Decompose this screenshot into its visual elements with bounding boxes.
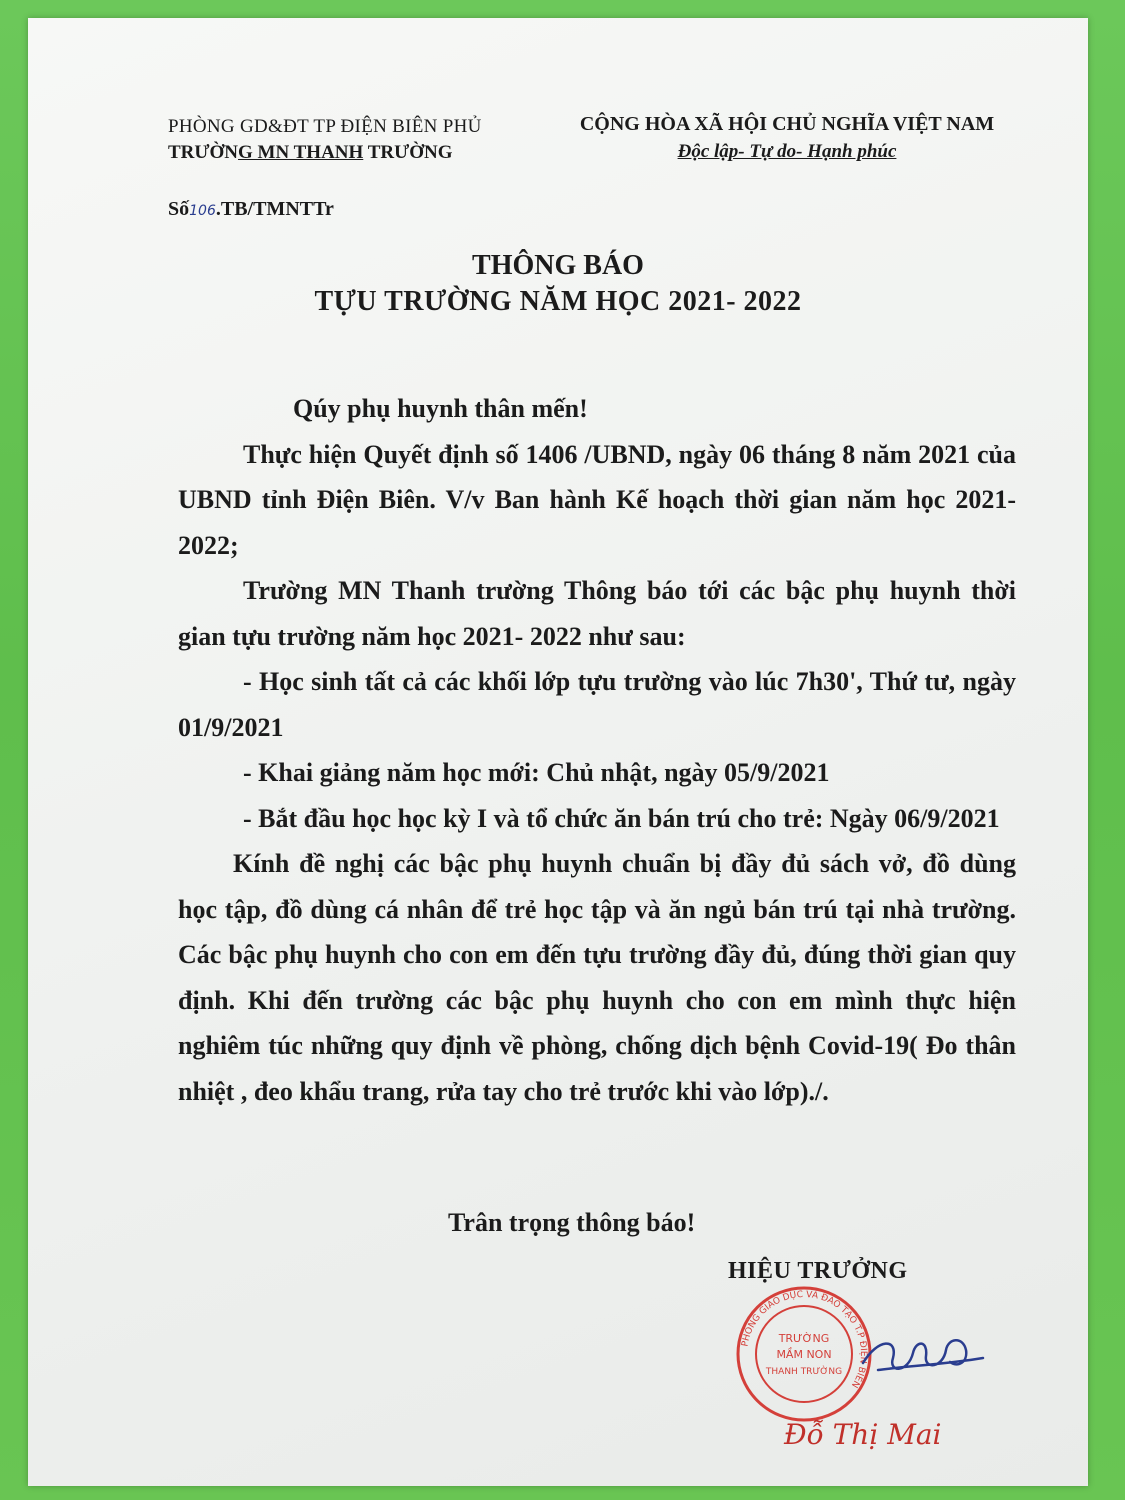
department-name: PHÒNG GD&ĐT TP ĐIỆN BIÊN PHỦ [168, 116, 482, 137]
signatory-role: HIỆU TRƯỞNG [728, 1258, 908, 1284]
schedule-item-return: - Học sinh tất cả các khối lớp tựu trường vào lúc 7h30', Thứ tư, ngày 01/9/2021 [178, 667, 1016, 742]
national-motto: Độc lập- Tự do- Hạnh phúc [677, 141, 897, 162]
schedule-item-opening: - Khai giảng năm học mới: Chủ nhật, ngày 05/9/2021 [243, 758, 830, 787]
school-name-suffix: TRƯỜNG [363, 142, 453, 163]
svg-text:MẦM NON: MẦM NON [776, 1348, 832, 1361]
school-name-prefix: TRƯỜN [168, 142, 239, 163]
svg-text:PHÒNG GIÁO DỤC VÀ ĐÀO TẠO T.P: PHÒNG GIÁO DỤC VÀ ĐÀO TẠO T.P ĐIỆN BIÊN [740, 1289, 869, 1390]
signatory-name: Đỗ Thị Mai [784, 1418, 942, 1451]
paragraph-decision: Thực hiện Quyết định số 1406 /UBND, ngày 06 tháng 8 năm 2021 của UBND tỉnh Điện Biên. V/v Ban hành Kế hoạch thời gian năm học 2021- 2022; [178, 439, 1016, 560]
svg-text:TRƯỜNG: TRƯỜNG [778, 1332, 830, 1345]
document-page [28, 18, 1088, 1486]
doc-number-suffix: .TB/TMNTTr [215, 198, 334, 220]
greeting: Qúy phụ huynh thân mến! [293, 394, 588, 423]
country-name: CỘNG HÒA XÃ HỘI CHỦ NGHĨA VIỆT NAM [579, 113, 995, 135]
svg-text:THANH TRƯỜNG: THANH TRƯỜNG [765, 1367, 843, 1377]
closing-line: Trân trọng thông báo! [448, 1208, 696, 1237]
paragraph-announcement: Trường MN Thanh trường Thông báo tới các bậc phụ huynh thời gian tựu trường năm học 2021- 2022 như sau: [178, 576, 1016, 651]
document-number [168, 198, 334, 221]
doc-number-prefix: Số [168, 198, 190, 220]
national-header [562, 110, 1012, 166]
schedule-item-semester: - Bắt đầu học học kỳ I và tổ chức ăn bán trú cho trẻ: Ngày 06/9/2021 [243, 803, 1000, 833]
document-title: THÔNG BÁO [472, 250, 644, 281]
handwritten-signature [858, 1318, 988, 1388]
issuer-header [168, 114, 482, 166]
document-body [178, 386, 1016, 1114]
school-name-underlined: G MN THANH [238, 142, 364, 163]
school-name [168, 140, 482, 166]
document-subtitle: TỰU TRƯỜNG NĂM HỌC 2021- 2022 [314, 286, 802, 317]
official-seal [734, 1284, 874, 1424]
paragraph-request: Kính đề nghị các bậc phụ huynh chuẩn bị đầy đủ sách vở, đồ dùng học tập, đồ dùng cá nhân để trẻ học tập và ăn ngủ bán trú tại nhà trường. Các bậc phụ huynh cho con em đến tựu trường đầy đủ, đúng thời gian quy định. Khi đến trường các bậc phụ huynh cho con em mình thực hiện nghiêm túc những quy định về phòng, chống dịch bệnh Covid-19( Đo thân nhiệt , đeo khẩu trang, rửa tay cho trẻ trước khi vào lớp)./. [178, 849, 1016, 1106]
doc-number-handwritten: 106 [189, 203, 216, 219]
